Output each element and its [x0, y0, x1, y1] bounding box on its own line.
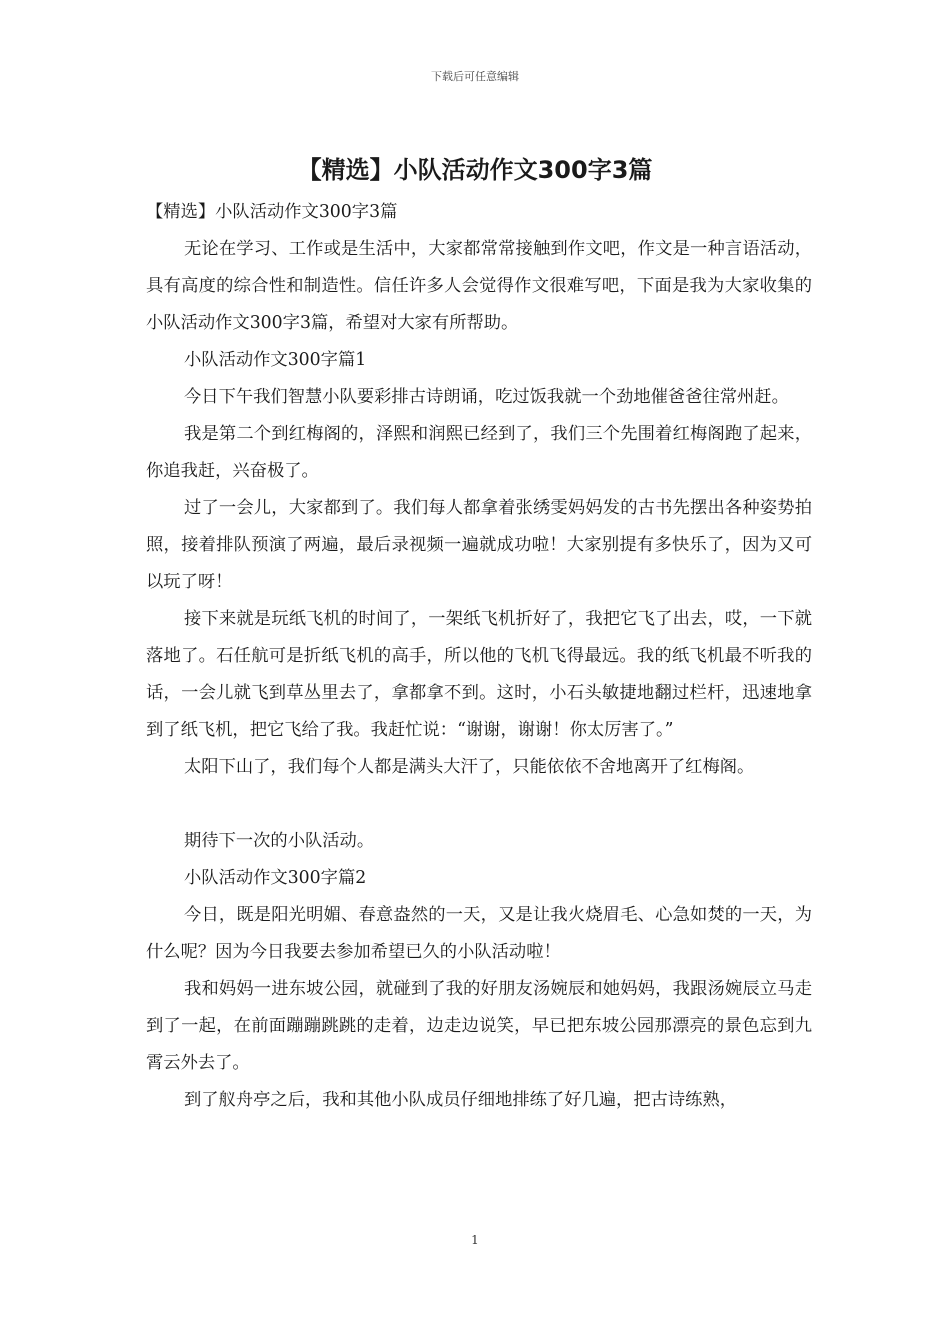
page-number: 1 [471, 1233, 479, 1247]
document-title: 【精选】小队活动作文300字3篇 [297, 156, 653, 184]
header-note: 下载后可任意编辑 [431, 70, 519, 83]
paragraph: 接下来就是玩纸飞机的时间了，一架纸飞机折好了，我把它飞了出去，哎，一下就落地了。石任航可是折纸飞机的高手，所以他的飞机飞得最远。我的纸飞机最不听我的话，一会儿就飞到草丛里去了，拿都拿不到。这时，小石头敏捷地翻过栏杆，迅速地拿到了纸飞机，把它飞给了我。我赶忙说：“谢谢，谢谢！你太厉害了。” [146, 609, 812, 740]
paragraph-subtitle: 【精选】小队活动作文300字3篇 [146, 202, 398, 222]
paragraph: 我是第二个到红梅阁的，泽熙和润熙已经到了，我们三个先围着红梅阁跑了起来，你追我赶，兴奋极了。 [146, 424, 812, 481]
paragraph: 今日下午我们智慧小队要彩排古诗朗诵，吃过饭我就一个劲地催爸爸往常州赶。 [184, 387, 789, 407]
paragraph: 过了一会儿，大家都到了。我们每人都拿着张绣雯妈妈发的古书先摆出各种姿势拍照，接着排队预演了两遍，最后录视频一遍就成功啦！大家别提有多快乐了，因为又可以玩了呀！ [146, 498, 812, 592]
paragraph: 太阳下山了，我们每个人都是满头大汗了，只能依依不舍地离开了红梅阁。 [184, 757, 755, 777]
paragraph: 到了舣舟亭之后，我和其他小队成员仔细地排练了好几遍，把古诗练熟， [184, 1090, 738, 1110]
paragraph: 我和妈妈一进东坡公园，就碰到了我的好朋友汤婉辰和她妈妈，我跟汤婉辰立马走到了一起，在前面蹦蹦跳跳的走着，边走边说笑，早已把东坡公园那漂亮的景色忘到九霄云外去了。 [146, 979, 812, 1073]
section-heading-1: 小队活动作文300字篇1 [184, 350, 367, 370]
paragraph: 今日，既是阳光明媚、春意盎然的一天，又是让我火烧眉毛、心急如焚的一天，为什么呢？因为今日我要去参加希望已久的小队活动啦！ [146, 905, 812, 962]
document-body [146, 194, 812, 1119]
blank-line [146, 786, 812, 823]
paragraph: 期待下一次的小队活动。 [184, 831, 375, 851]
paragraph-intro: 无论在学习、工作或是生活中，大家都常常接触到作文吧，作文是一种言语活动，具有高度的综合性和制造性。信任许多人会觉得作文很难写吧，下面是我为大家收集的小队活动作文300字3篇，希望对大家有所帮助。 [146, 239, 812, 333]
section-heading-2: 小队活动作文300字篇2 [184, 868, 367, 888]
